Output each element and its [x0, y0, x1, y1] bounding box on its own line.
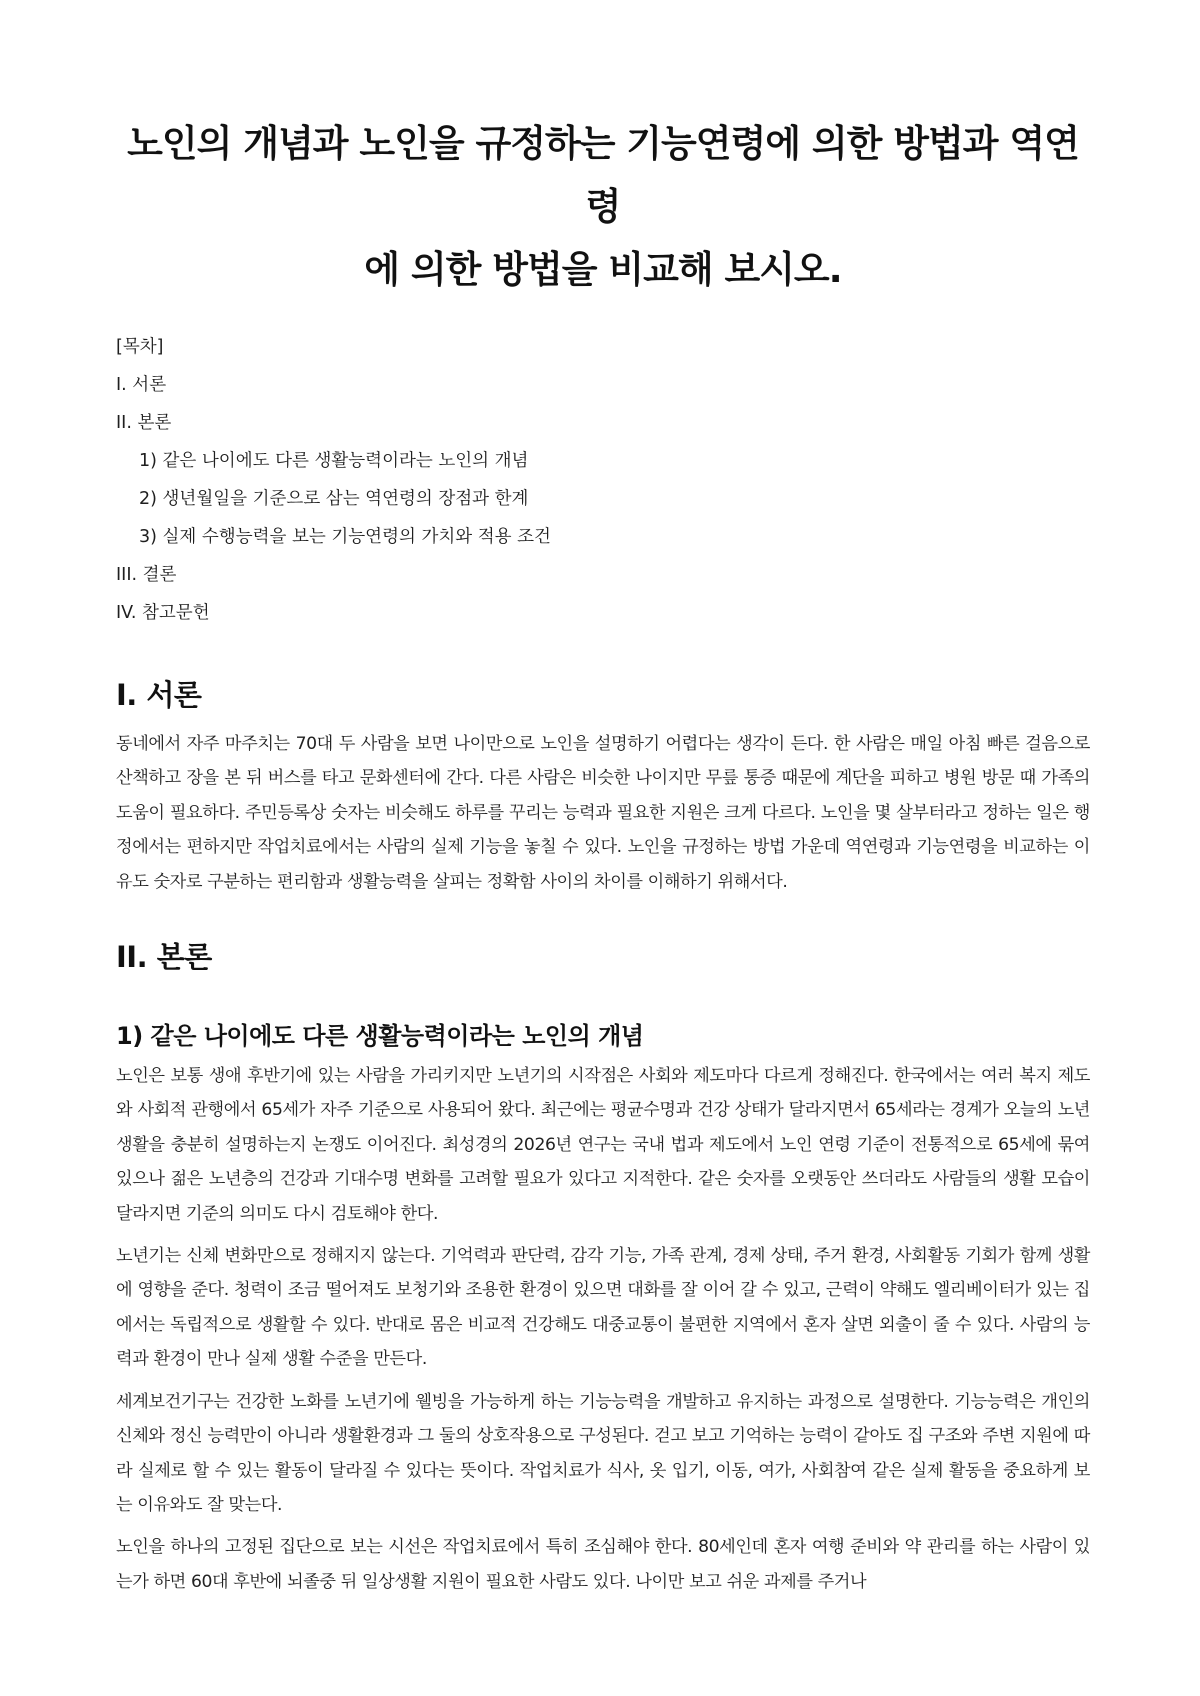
- title-line-2: 에 의한 방법을 비교해 보시오.: [364, 248, 842, 291]
- introduction-paragraph: 동네에서 자주 마주치는 70대 두 사람을 보면 나이만으로 노인을 설명하기 어렵다는 생각이 든다. 한 사람은 매일 아침 빠른 걸음으로 산책하고 장을 본 뒤 버스를 타고 문화센터에 간다. 다른 사람은 비슷한 나이지만 무릎 통증 때문에 계단을 피하고 병원 방문 때 가족의 도움이 필요하다. 주민등록상 숫자는 비슷해도 하루를 꾸리는 능력과 필요한 지원은 크게 다르다. 노인을 몇 살부터라고 정하는 일은 행정에서는 편하지만 작업치료에서는 사람의 실제 기능을 놓칠 수 있다. 노인을 규정하는 방법 가운데 역연령과 기능연령을 비교하는 이유도 숫자로 구분하는 편리함과 생활능력을 살피는 정확함 사이의 차이를 이해하기 위해서다.: [116, 734, 1090, 892]
- table-of-contents: [116, 328, 1090, 632]
- toc-item-body: II. 본론: [116, 413, 172, 433]
- toc-item-references: IV. 참고문헌: [116, 603, 210, 623]
- body-paragraph: 노년기는 신체 변화만으로 정해지지 않는다. 기억력과 판단력, 감각 기능, 가족 관계, 경제 상태, 주거 환경, 사회활동 기회가 함께 생활에 영향을 준다. 청력이 조금 떨어져도 보청기와 조용한 환경이 있으면 대화를 잘 이어 갈 수 있고, 근력이 약해도 엘리베이터가 있는 집에서는 독립적으로 생활할 수 있다. 반대로 몸은 비교적 건강해도 대중교통이 불편한 지역에서 혼자 살면 외출이 줄 수 있다. 사람의 능력과 환경이 만나 실제 생활 수준을 만든다.: [116, 1246, 1090, 1370]
- toc-item-introduction: I. 서론: [116, 375, 167, 395]
- toc-subitem-2: 2) 생년월일을 기준으로 삼는 역연령의 장점과 한계: [139, 489, 529, 509]
- toc-item-conclusion: III. 결론: [116, 565, 177, 585]
- document-title: [116, 112, 1090, 301]
- toc-heading: [목차]: [116, 337, 164, 357]
- body-paragraph: 노인을 하나의 고정된 집단으로 보는 시선은 작업치료에서 특히 조심해야 한다. 80세인데 혼자 여행 준비와 약 관리를 하는 사람이 있는가 하면 60대 후반에 뇌졸중 뒤 일상생활 지원이 필요한 사람도 있다. 나이만 보고 쉬운 과제를 주거나: [116, 1537, 1090, 1592]
- section-heading-introduction: I. 서론: [116, 678, 202, 712]
- title-line-1: 노인의 개념과 노인을 규정하는 기능연령에 의한 방법과 역연령: [127, 122, 1079, 228]
- section-heading-body: II. 본론: [116, 940, 212, 975]
- body-paragraph: 세계보건기구는 건강한 노화를 노년기에 웰빙을 가능하게 하는 기능능력을 개발하고 유지하는 과정으로 설명한다. 기능능력은 개인의 신체와 정신 능력만이 아니라 생활환경과 그 둘의 상호작용으로 구성된다. 걷고 보고 기억하는 능력이 같아도 집 구조와 주변 지원에 따라 실제로 할 수 있는 활동이 달라질 수 있다는 뜻이다. 작업치료가 식사, 옷 입기, 이동, 여가, 사회참여 같은 실제 활동을 중요하게 보는 이유와도 잘 맞는다.: [116, 1391, 1090, 1515]
- toc-subitem-3: 3) 실제 수행능력을 보는 기능연령의 가치와 적용 조건: [139, 527, 551, 547]
- body-paragraph: 노인은 보통 생애 후반기에 있는 사람을 가리키지만 노년기의 시작점은 사회와 제도마다 다르게 정해진다. 한국에서는 여러 복지 제도와 사회적 관행에서 65세가 자주 기준으로 사용되어 왔다. 최근에는 평균수명과 건강 상태가 달라지면서 65세라는 경계가 오늘의 노년 생활을 충분히 설명하는지 논쟁도 이어진다. 최성경의 2026년 연구는 국내 법과 제도에서 노인 연령 기준이 전통적으로 65세에 묶여 있으나 젊은 노년층의 건강과 기대수명 변화를 고려할 필요가 있다고 지적한다. 같은 숫자를 오랫동안 쓰더라도 사람들의 생활 모습이 달라지면 기준의 의미도 다시 검토해야 한다.: [116, 1066, 1090, 1224]
- toc-subitem-1: 1) 같은 나이에도 다른 생활능력이라는 노인의 개념: [139, 451, 529, 471]
- subsection-heading-1: 1) 같은 나이에도 다른 생활능력이라는 노인의 개념: [116, 1022, 644, 1051]
